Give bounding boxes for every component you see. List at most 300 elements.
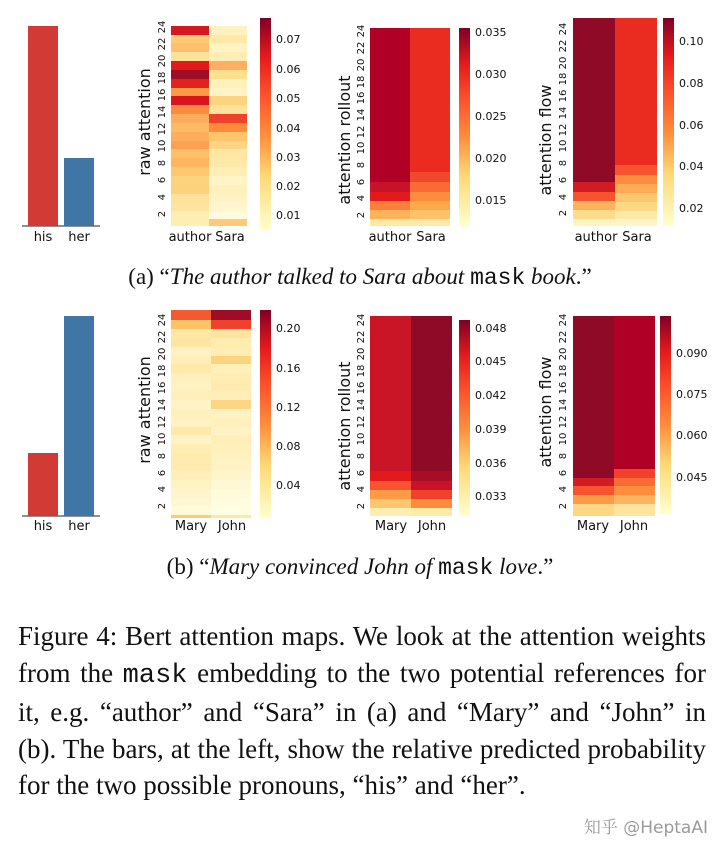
ytick-label: 12 — [558, 123, 569, 137]
heatmap-cell — [171, 364, 211, 373]
heatmap-cell — [211, 364, 251, 373]
ytick-label: 6 — [558, 176, 569, 184]
heatmap-cell — [211, 347, 251, 356]
heatmap-cell — [573, 495, 614, 504]
ytick-labels — [157, 314, 168, 510]
heatmap-cell — [211, 515, 251, 518]
caption-prefix: (b) “ — [166, 554, 210, 579]
ytick-label: 24 — [558, 22, 569, 36]
colorbar-tick: 0.16 — [276, 362, 301, 375]
colorbar — [663, 18, 674, 226]
ytick-label: 12 — [356, 415, 367, 429]
heatmap-cell — [211, 418, 251, 427]
heatmap-cell — [410, 182, 450, 192]
heatmap-cell — [171, 176, 209, 185]
colorbar-tick: 0.20 — [276, 322, 301, 335]
ytick-label: 18 — [558, 364, 569, 378]
ytick-labels — [558, 314, 569, 510]
heatmap-cell — [411, 508, 452, 516]
bar-his-a — [28, 26, 58, 226]
heatmap-cell — [614, 316, 655, 469]
panel-a-caption — [0, 264, 720, 291]
heatmap-cell — [573, 486, 614, 495]
ytick-label: 14 — [558, 398, 569, 412]
colorbar-tick: 0.04 — [276, 479, 301, 492]
caption-mask-token: mask — [438, 555, 494, 581]
ytick-label: 8 — [356, 161, 367, 169]
figure-caption-mask-token: mask — [122, 660, 188, 691]
heatmap-cell — [411, 499, 452, 508]
colorbar-tick: 0.060 — [676, 429, 708, 442]
caption-prefix: (a) “ — [128, 264, 170, 289]
ytick-label: 14 — [157, 398, 168, 412]
ytick-label: 10 — [157, 432, 168, 446]
heatmap-cell — [411, 471, 452, 481]
heatmap-cell — [614, 495, 655, 504]
heatmap-cell — [171, 409, 211, 418]
colorbar-tick: 0.045 — [475, 355, 507, 368]
ytick-label: 14 — [356, 398, 367, 412]
heatmap-cell — [615, 184, 657, 193]
heatmap-cell — [171, 515, 211, 518]
heatmap-cell — [209, 43, 247, 52]
heatmap-cell — [209, 219, 247, 226]
heatmap-cell — [209, 88, 247, 96]
figure-caption-part1: Figure 4: Bert attention maps. We look at the attention weights from the — [18, 621, 706, 688]
heatmap-cell — [171, 471, 211, 480]
heatmap-cell — [171, 132, 209, 141]
caption-suffix: .” — [575, 264, 592, 289]
heatmap-xlabel: author — [368, 230, 412, 245]
colorbar-tick: 0.07 — [276, 33, 301, 46]
heatmap-cell — [573, 18, 615, 182]
colorbar-ticks — [276, 322, 301, 492]
colorbar-tick: 0.04 — [679, 160, 704, 173]
heatmap-cell — [370, 490, 411, 499]
colorbar-tick: 0.03 — [276, 151, 301, 164]
heatmap-cell — [211, 356, 251, 364]
heatmap-cell — [370, 28, 410, 182]
panel-b-figure — [0, 298, 720, 548]
bar-label-his: his — [33, 519, 53, 534]
heatmap-cell — [211, 462, 251, 471]
heatmap-cell — [410, 201, 450, 210]
ytick-label: 4 — [558, 193, 569, 201]
heatmap-cell — [209, 26, 247, 35]
heatmap-xlabel: Sara — [416, 230, 446, 245]
ytick-label: 8 — [157, 452, 168, 460]
heatmap-cell — [171, 373, 211, 382]
ytick-label: 12 — [157, 415, 168, 429]
heatmap-cell — [614, 486, 655, 495]
ytick-label: 16 — [157, 381, 168, 395]
heatmap-cell — [171, 194, 209, 202]
heatmap-cell — [171, 123, 209, 132]
colorbar — [459, 28, 470, 226]
heatmap-cell — [370, 316, 411, 471]
ytick-label: 6 — [157, 176, 168, 184]
ytick-label: 16 — [558, 89, 569, 103]
ytick-label: 10 — [356, 432, 367, 446]
panel-a-figure — [0, 0, 720, 250]
heatmap-cell — [614, 478, 655, 486]
heatmap-cell — [573, 182, 615, 192]
heatmap-xlabel: John — [217, 519, 247, 534]
ytick-label: 4 — [356, 485, 367, 493]
heatmap-cell — [171, 435, 211, 444]
heatmap-cell — [209, 79, 247, 88]
heatmap-cell — [573, 219, 615, 226]
heatmap-cell — [209, 176, 247, 185]
heatmap-cell — [370, 182, 410, 192]
heatmap-xlabel: Mary — [174, 519, 208, 534]
ytick-label: 22 — [157, 330, 168, 344]
heatmap-cell — [209, 202, 247, 211]
raw-attention-heatmap-b — [135, 310, 301, 534]
heatmap-cell — [171, 26, 209, 35]
figure-caption — [18, 618, 706, 804]
ytick-label: 10 — [558, 139, 569, 153]
heatmap-cell — [171, 489, 211, 498]
heatmap-cell — [209, 105, 247, 114]
ytick-label: 20 — [558, 347, 569, 361]
heatmap-ylabel: attention rollout — [335, 75, 354, 205]
ytick-label: 6 — [356, 178, 367, 186]
colorbar-tick: 0.06 — [679, 119, 704, 132]
heatmap-cell — [209, 96, 247, 105]
heatmap-cell — [209, 123, 247, 132]
heatmap-cell — [211, 427, 251, 435]
ytick-label: 8 — [558, 159, 569, 167]
heatmap-cell — [410, 192, 450, 201]
heatmap-cell — [411, 316, 452, 471]
heatmap-cell — [171, 167, 209, 176]
colorbar-tick: 0.045 — [676, 471, 708, 484]
heatmap-cell — [211, 338, 251, 347]
heatmap-cell — [171, 400, 211, 409]
bar-label-his: his — [33, 230, 53, 245]
heatmap-cell — [370, 192, 410, 201]
heatmap-cell — [615, 219, 657, 226]
ytick-label: 20 — [157, 54, 168, 68]
heatmap-cell — [171, 158, 209, 167]
heatmap-cell — [211, 320, 251, 329]
ytick-labels — [356, 314, 367, 510]
heatmap-cell — [171, 444, 211, 453]
colorbar-tick: 0.048 — [475, 322, 507, 335]
heatmap-ylabel: attention rollout — [335, 361, 354, 491]
ytick-label: 2 — [558, 502, 569, 510]
heatmap-ylabel: raw attention — [135, 68, 154, 176]
colorbar-ticks — [276, 33, 301, 222]
heatmap-cell — [171, 141, 209, 149]
heatmap-cell — [615, 211, 657, 219]
colorbar-tick: 0.036 — [475, 457, 507, 470]
heatmap-cell — [410, 172, 450, 182]
heatmap-cell — [171, 310, 211, 320]
heatmap-cell — [211, 489, 251, 498]
heatmap-xlabel: John — [417, 519, 447, 534]
colorbar — [660, 316, 671, 514]
heatmap-cell — [171, 149, 209, 158]
heatmap-cell — [171, 96, 209, 105]
heatmap-xlabel: Mary — [576, 519, 610, 534]
heatmap-cell — [171, 70, 209, 79]
heatmap-cell — [211, 329, 251, 338]
heatmap-cell — [171, 105, 209, 114]
ytick-label: 24 — [356, 313, 367, 327]
heatmap-cell — [370, 201, 410, 210]
bar-label-her: her — [68, 230, 90, 245]
colorbar-tick: 0.035 — [475, 26, 507, 39]
heatmap-cell — [209, 167, 247, 176]
ytick-label: 18 — [356, 364, 367, 378]
heatmap-cell — [410, 219, 450, 226]
heatmap-cell — [171, 391, 211, 400]
heatmap-xlabel: author — [168, 230, 212, 245]
ytick-labels — [157, 21, 168, 218]
ytick-label: 18 — [157, 364, 168, 378]
heatmap-cell — [370, 481, 411, 490]
colorbar-tick: 0.04 — [276, 122, 301, 135]
ytick-label: 8 — [356, 452, 367, 460]
ytick-label: 12 — [558, 415, 569, 429]
colorbar-tick: 0.02 — [276, 180, 301, 193]
heatmap-cell — [573, 201, 615, 210]
caption-sentence-end: book — [525, 264, 576, 289]
ytick-label: 20 — [157, 347, 168, 361]
heatmap-cell — [171, 202, 209, 211]
heatmap-cell — [171, 79, 209, 88]
bar-her-a — [64, 158, 94, 226]
heatmap-ylabel: attention flow — [536, 84, 555, 196]
heatmap-cell — [171, 43, 209, 52]
ytick-label: 10 — [558, 432, 569, 446]
colorbar-ticks — [475, 322, 507, 503]
ytick-label: 6 — [558, 469, 569, 477]
colorbar-tick: 0.12 — [276, 401, 301, 414]
colorbar-tick: 0.06 — [276, 63, 301, 76]
heatmap-cell — [211, 471, 251, 480]
heatmap-cell — [209, 132, 247, 141]
ytick-label: 8 — [558, 452, 569, 460]
colorbar-tick: 0.025 — [475, 110, 507, 123]
ytick-label: 4 — [558, 485, 569, 493]
heatmap-cell — [209, 149, 247, 158]
bar-his-b — [28, 453, 58, 516]
ytick-label: 24 — [356, 24, 367, 38]
heatmap-cell — [211, 453, 251, 462]
ytick-label: 4 — [157, 485, 168, 493]
colorbar-tick: 0.039 — [475, 423, 507, 436]
ytick-label: 22 — [558, 330, 569, 344]
ytick-label: 10 — [356, 141, 367, 155]
panel-b-caption — [0, 554, 720, 581]
ytick-label: 14 — [356, 108, 367, 122]
ytick-label: 18 — [356, 75, 367, 89]
ytick-label: 18 — [157, 71, 168, 85]
heatmap-cell — [171, 114, 209, 123]
ytick-label: 22 — [157, 37, 168, 51]
colorbar-tick: 0.01 — [276, 209, 301, 222]
colorbar — [260, 310, 271, 518]
heatmap-cell — [411, 481, 452, 490]
heatmap-cell — [573, 504, 614, 516]
heatmap-cell — [171, 219, 209, 226]
ytick-label: 24 — [157, 313, 168, 327]
caption-mask-token: mask — [470, 265, 526, 291]
caption-suffix: .” — [537, 554, 554, 579]
heatmap-cell — [209, 185, 247, 194]
heatmap-xlabel: John — [619, 519, 649, 534]
heatmap-cell — [171, 480, 211, 489]
colorbar-ticks — [475, 26, 507, 207]
ytick-label: 14 — [558, 106, 569, 120]
colorbar-tick: 0.090 — [676, 347, 708, 360]
ytick-label: 10 — [157, 139, 168, 153]
colorbar-tick: 0.015 — [475, 194, 507, 207]
pronoun-bar-chart-b — [22, 316, 100, 534]
heatmap-cell — [171, 35, 209, 43]
heatmap-cell — [171, 498, 211, 506]
ytick-label: 6 — [157, 469, 168, 477]
colorbar — [260, 18, 271, 230]
colorbar-ticks — [676, 347, 708, 484]
caption-sentence: Mary convinced John of — [209, 554, 439, 579]
caption-sentence: The author talked to Sara about — [169, 264, 471, 289]
heatmap-cell — [211, 506, 251, 515]
heatmap-cell — [370, 471, 411, 481]
heatmap-cell — [171, 52, 209, 61]
heatmap-xlabel: Sara — [622, 230, 652, 245]
ytick-label: 22 — [356, 330, 367, 344]
watermark: 知乎 @HeptaAI — [583, 818, 708, 838]
attention-flow-heatmap-b — [536, 314, 708, 534]
ytick-label: 20 — [356, 347, 367, 361]
heatmap-cell — [614, 469, 655, 478]
heatmap-cell — [171, 418, 211, 427]
ytick-labels — [356, 25, 367, 219]
heatmap-cell — [211, 444, 251, 453]
heatmap-cell — [615, 18, 657, 165]
ytick-label: 6 — [356, 469, 367, 477]
heatmap-cell — [209, 194, 247, 202]
heatmap-cell — [209, 70, 247, 79]
heatmap-cell — [211, 480, 251, 489]
heatmap-cell — [211, 391, 251, 400]
heatmap-cell — [615, 165, 657, 175]
colorbar-tick: 0.033 — [475, 490, 507, 503]
heatmap-cell — [171, 338, 211, 347]
heatmap-cell — [573, 210, 615, 219]
heatmap-cell — [171, 185, 209, 194]
heatmap-cell — [410, 210, 450, 219]
heatmap-cell — [171, 211, 209, 219]
heatmap-cell — [171, 88, 209, 96]
heatmap-ylabel: attention flow — [536, 356, 555, 468]
ytick-label: 16 — [157, 88, 168, 102]
heatmap-cell — [411, 490, 452, 499]
ytick-label: 12 — [157, 122, 168, 136]
heatmap-xlabel: Mary — [374, 519, 408, 534]
colorbar-tick: 0.02 — [679, 202, 704, 215]
heatmap-cell — [615, 202, 657, 211]
ytick-label: 20 — [356, 58, 367, 72]
ytick-label: 8 — [157, 159, 168, 167]
ytick-label: 2 — [157, 210, 168, 218]
ytick-label: 24 — [558, 313, 569, 327]
ytick-label: 24 — [157, 20, 168, 34]
ytick-label: 4 — [356, 194, 367, 202]
heatmap-cell — [211, 310, 251, 320]
bar-her-b — [64, 316, 94, 516]
ytick-label: 18 — [558, 72, 569, 86]
heatmap-cell — [171, 61, 209, 70]
heatmap-cell — [171, 427, 211, 435]
ytick-label: 2 — [356, 211, 367, 219]
ytick-label: 2 — [558, 209, 569, 217]
colorbar-tick: 0.08 — [276, 440, 301, 453]
heatmap-cell — [615, 175, 657, 184]
heatmap-cell — [171, 356, 211, 364]
heatmap-cell — [370, 210, 410, 219]
heatmap-cell — [615, 193, 657, 202]
colorbar-tick: 0.030 — [475, 68, 507, 81]
heatmap-cell — [370, 499, 411, 508]
colorbar-tick: 0.10 — [679, 35, 704, 48]
heatmap-cell — [370, 508, 411, 516]
heatmap-cell — [614, 504, 655, 516]
ytick-label: 16 — [356, 381, 367, 395]
heatmap-xlabel: author — [574, 230, 618, 245]
figure-caption-part2: embedding to the two potential references for it, e.g. “author” and “Sara” in (a) and “Mary” and “John” in (b). The bars, at the left, show the relative predicted probability for the two possible pronouns, “his” and “her”. — [18, 657, 706, 800]
heatmap-cell — [573, 192, 615, 201]
heatmap-cell — [171, 462, 211, 471]
pronoun-bar-chart-a — [22, 26, 100, 245]
heatmap-cell — [573, 478, 614, 486]
bar-label-her: her — [68, 519, 90, 534]
attention-rollout-heatmap-b — [335, 314, 507, 534]
heatmap-cell — [209, 35, 247, 43]
heatmap-cell — [209, 114, 247, 123]
heatmap-cell — [171, 347, 211, 356]
caption-sentence-end: love — [493, 554, 538, 579]
colorbar-tick: 0.05 — [276, 92, 301, 105]
colorbar-tick: 0.042 — [475, 389, 507, 402]
attention-rollout-heatmap-a — [335, 25, 507, 245]
heatmap-cell — [171, 453, 211, 462]
heatmap-cell — [209, 141, 247, 149]
heatmap-cell — [171, 320, 211, 329]
heatmap-cell — [209, 52, 247, 61]
heatmap-cell — [370, 219, 410, 226]
ytick-labels — [558, 23, 569, 217]
attention-flow-heatmap-a — [536, 18, 704, 245]
raw-attention-heatmap-a — [135, 18, 301, 245]
colorbar — [459, 320, 470, 516]
heatmap-cell — [211, 382, 251, 391]
ytick-label: 16 — [356, 91, 367, 105]
ytick-label: 22 — [558, 39, 569, 53]
heatmap-cell — [211, 373, 251, 382]
ytick-label: 2 — [356, 502, 367, 510]
ytick-label: 2 — [157, 502, 168, 510]
heatmap-cell — [211, 400, 251, 409]
heatmap-ylabel: raw attention — [135, 356, 154, 464]
heatmap-cell — [171, 382, 211, 391]
heatmap-cell — [211, 498, 251, 506]
colorbar-ticks — [679, 35, 704, 215]
